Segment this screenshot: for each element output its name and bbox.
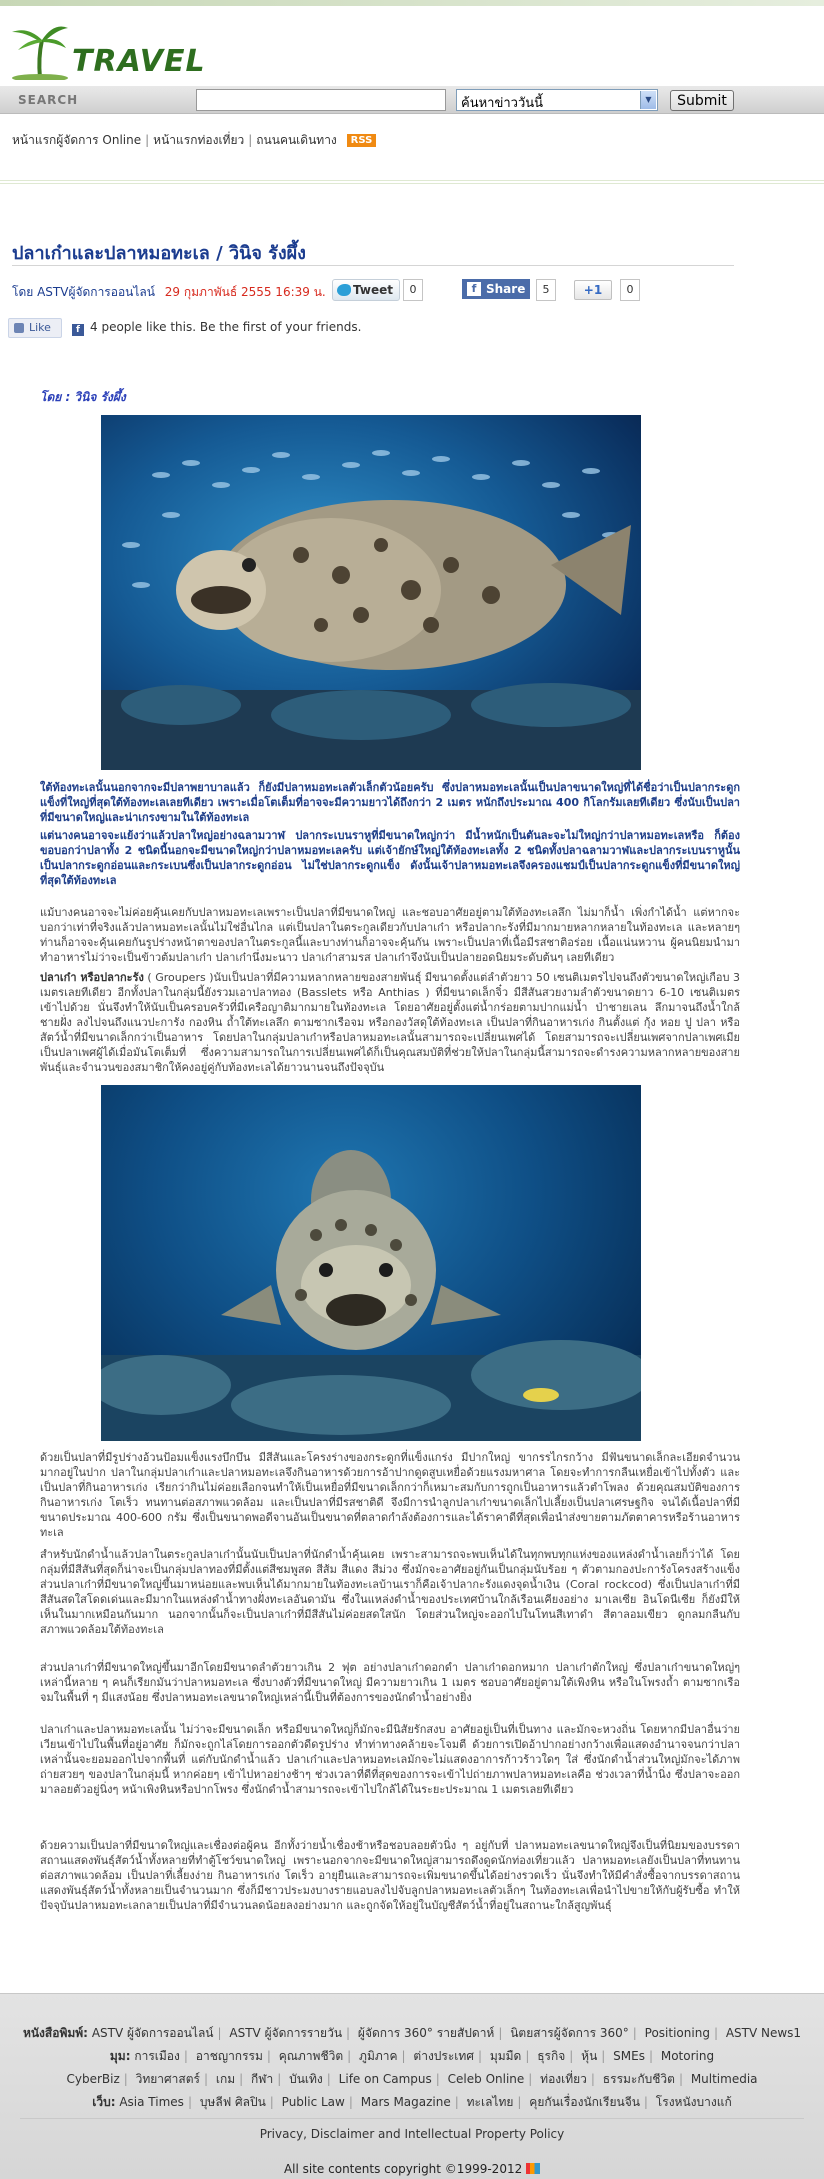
footer-link[interactable]: ธรรมะกับชีวิต [602, 2072, 675, 2086]
thumbs-up-icon [14, 323, 24, 333]
divider [0, 180, 824, 181]
footer-link[interactable]: เกม [215, 2072, 236, 2086]
footer-link[interactable]: ASTV ผู้จัดการรายวัน [229, 2026, 343, 2040]
share-count: 5 [536, 279, 556, 301]
byline-source: โดย ASTVผู้จัดการออนไลน์ [12, 285, 155, 299]
footer-link[interactable]: ทะเลไทย [466, 2095, 514, 2109]
footer-link[interactable]: มุมมืด [489, 2049, 522, 2063]
tweet-count: 0 [403, 279, 423, 301]
paragraph-3: แม้บางคนอาจจะไม่ค่อยคุ้นเคยกับปลาหมอทะเลเพราะเป็นปลาที่มีขนาดใหญ่ และชอบอาศัยอยู่ตามใต้ท้องทะเลลึก ไม่มาก็น้ำ เพิ่งกำได้น้ำ แต่หากจะบอกว่าเท่าที่จริงแล้วปลาหมอทะเลนั้นไม่ใช่อื่นไกล แต่เป็นปลาในตระกูลเดียวกับปลาเก๋า หรือปลากะรังที่มีมากมายหลากหลายในท้องทะเล และหลายๆ ท่านก็อาจจะคุ้นเคยกันรูปร่างหน้าตาของปลาในตระกูลนี้และบางท่านก็อาจจะคุ้นกัน เพราะเป็นปลาที่เนื้อมีรสชาติอร่อย เนื้อแน่นหวาน ผู้คนนิยมนำมาทำอาหารไม่ว่าจะเป็นข้าวต้มปลาเก๋า ปลาเก๋านึ่งมะนาว ปลาเก๋าสามรส ปลาเก๋าจึงนับเป็นปลายอดนิยมระดับต้นๆ เลยทีเดียว [40, 906, 740, 964]
gplus-count: 0 [620, 279, 640, 301]
rss-badge[interactable]: RSS [347, 134, 377, 147]
footer-link[interactable]: Life on Campus [338, 2072, 432, 2086]
footer-link[interactable]: CyberBiz [66, 2072, 120, 2086]
footer-link[interactable]: ASTV News1 [725, 2026, 802, 2040]
article-date: 29 กุมภาพันธ์ 2555 16:39 น. [164, 285, 326, 299]
footer-link[interactable]: Multimedia [690, 2072, 758, 2086]
footer-link[interactable]: ท่องเที่ยว [540, 2072, 587, 2086]
tweet-button[interactable] [332, 279, 400, 301]
paragraph-4-lead: ปลาเก๋า หรือปลากะรัง [40, 971, 144, 984]
stats-icon [526, 2163, 540, 2174]
facebook-icon: f [72, 324, 84, 336]
footer-label: เว็บ: [92, 2095, 116, 2109]
footer-link[interactable]: หุ้น [581, 2049, 598, 2063]
footer-link[interactable]: Positioning [644, 2026, 710, 2040]
chevron-down-icon[interactable]: ▼ [640, 91, 656, 109]
footer-link[interactable]: ภูมิภาค [359, 2049, 398, 2063]
footer-label: มุม: [109, 2049, 131, 2063]
footer-row-sections: มุม: การเมือง | อาชญากรรม | คุณภาพชีวิต | ภูมิภาค | ต่างประเทศ | มุมมืด | ธุรกิจ | หุ้น | SMEs | Motoring [109, 2049, 715, 2063]
facebook-social-text [72, 320, 361, 336]
search-bar [0, 86, 824, 114]
footer-link[interactable]: อาชญากรรม [195, 2049, 263, 2063]
paragraph-6: สำหรับนักดำน้ำแล้วปลาในตระกูลปลาเก๋านั้นนับเป็นปลาที่นักดำน้ำคุ้นเคย เพราะสามารถจะพบเห็นได้ในทุกพบทุกแห่งของแหล่งดำน้ำเลยก็ว่าได้ โดยกลุ่มที่มีสีสันที่สุดก็น่าจะเป็นกลุ่มปลาทองที่มีตั้งแต่สีชมพูสด สีส้ม สีแดง สีม่วง ซึ่งมักจะอาศัยอยู่กันเป็นกลุ่มนับร้อย ๆ ตัวตามกองปะการังโครงสร้างแข็ง ส่วนปลาเก๋าที่มีขนาดใหญ่ขึ้นมาหน่อยและพบเห็นได้มากมายในท้องทะเลบ้านเราก็คือเจ้าปลากะรังแดงจุดน้ำเงิน (Coral rockcod) ซึ่งเป็นปลาเก๋าที่มีสีสันสดใสโดดเด่นและมีมากในแหล่งดำน้ำทางฝั่งทะเลอันดามัน ซึ่งในแหล่งดำน้ำของประเทศบ้านใกล้เรือนเคียงอย่าง มาเลเซีย อินโดนีเซีย ก็ยังมีให้เห็นในมากเหมือนกันมาก นอกจากนั้นก็จะเป็นปลาเก๋าที่มีสีสันไม่ค่อยสดใสนัก โดยส่วนใหญ่จะออกไปในโทนสีเทาดำ สีตาลอมเขียว ดูกลมกลืนกับสภาพแวดล้อมใต้ท้องทะเล [40, 1548, 740, 1636]
footer-label: หนังสือพิมพ์: [22, 2026, 88, 2040]
search-scope-value: ค้นหาข่าววันนี้ [461, 96, 544, 111]
footer-link[interactable]: คุณภาพชีวิต [278, 2049, 344, 2063]
footer-row-sections-2: CyberBiz | วิทยาศาสตร์ | เกม | กีฬา | บันเทิง | Life on Campus | Celeb Online | ท่องเที่ยว | ธรรมะกับชีวิต | Multimedia [66, 2072, 758, 2086]
paragraph-2: แต่นางคนอาจจะแย้งว่าแล้วปลาใหญ่อย่างฉลามวาฬ ปลากระเบนราหูที่มีขนาดใหญ่กว่า มีน้ำหนักเป็นตันละจะไม่ใหญ่กว่าปลาหมอทะเลหรือ ก็ต้องขอบอกว่าปลาทั้ง 2 ชนิดนี้นอกจะมีขนาดใหญ่กว่าปลาหมอทะเลครับ แต่เจ้ายักษ์ใหญ่ใต้ท้องทะเลทั้ง 2 ชนิดทั้งปลาฉลามวาฬและปลากระเบนราหูนั้นเป็นปลากระดูกอ่อนและกระเบนซึ่งเป็นปลากระดูกอ่อน ไม่ใช่ปลากระดูกแข็ง ดังนั้นเจ้าปลาหมอทะเลจึงครองแชมป์เป็นปลากระดูกแข็งที่มีขนาดใหญ่ที่สุดใต้ท้องทะเล [40, 829, 740, 887]
footer-link[interactable]: Mars Magazine [360, 2095, 451, 2109]
facebook-share-button[interactable] [462, 279, 530, 299]
footer-row-webs: เว็บ: Asia Times | บุษลีฟ ศิลปิน | Public Law | Mars Magazine | ทะเลไทย | คุยกันเรื่องนักเรียนจีน | โรงหนังบางแก้ [92, 2095, 732, 2109]
footer-link[interactable]: Motoring [660, 2049, 715, 2063]
article-byline [12, 283, 326, 302]
like-count-text: 4 people like this. Be the first of your friends. [90, 320, 362, 334]
like-label: Like [29, 321, 51, 334]
footer-link[interactable]: ต่างประเทศ [413, 2049, 474, 2063]
divider [12, 265, 734, 266]
article-photo-grouper-1 [101, 415, 641, 770]
footer-link[interactable]: การเมือง [134, 2049, 180, 2063]
search-input[interactable] [196, 89, 446, 111]
privacy-link[interactable]: Privacy, Disclaimer and Intellectual Property Policy [259, 2127, 565, 2141]
grouper-photo-illustration [101, 415, 641, 770]
breadcrumb-home[interactable]: หน้าแรกผู้จัดการ Online [12, 133, 142, 147]
twitter-bird-icon [337, 284, 351, 296]
paragraph-9: ด้วยความเป็นปลาที่มีขนาดใหญ่และเชื่องต่อผู้คน อีกทั้งว่ายน้ำเชื่องช้าหรือชอบลอยตัวนิ่ง ๆ อยู่กับที่ ปลาหมอทะเลขนาดใหญ่จึงเป็นที่นิยมของบรรดาสถานแสดงพันธุ์สัตว์น้ำทั้งหลายที่ทำตู้โชว์ขนาดใหญ่ เพราะนอกจากจะมีขนาดใหญ่สามารถดึงดูดนักท่องเที่ยวแล้ว ปลาหมอทะเลยังเป็นปลาที่ทนทานต่อสภาพแวดล้อม เป็นปลาที่เลี้ยงง่าย กินอาหารเก่ง โตเร็ว อายุยืนและสามารถจะเพิ่มขนาดขึ้นได้อย่างรวดเร็ว นั่นจึงทำให้มีคำสั่งซื้อจากบรรดาสถานแสดงพันธุ์สัตว์น้ำทั้งหลายเป็นจำนวนมาก ซึ่งก็มีชาวประมงบางรายแอบลงไปจับลูกปลาหมอทะเลตัวเล็กๆ ในท้องทะเลเพื่อนำไปขายให้กับผู้รับซื้อ ทำให้ปัจจุบันปลาหมอทะเลกลายเป็นปลาที่มีจำนวนลดน้อยลงอย่างมาก และถูกจัดให้อยู่ในบัญชีสัตว์น้ำที่อยู่ในสถานะใกล้สูญพันธุ์ [40, 1839, 740, 1912]
footer-link[interactable]: บันเทิง [289, 2072, 323, 2086]
footer-link[interactable]: กีฬา [251, 2072, 274, 2086]
footer-link[interactable]: นิตยสารผู้จัดการ 360° [510, 2026, 629, 2040]
footer-link[interactable]: โรงหนังบางแก้ [655, 2095, 732, 2109]
paragraph-1: ใต้ท้องทะเลนั้นนอกจากจะมีปลาพยาบาลแล้ว ก็ยังมีปลาหมอทะเลตัวเล็กตัวน้อยครับ ซึ่งปลาหมอทะเลนั้นเป็นปลาขนาดใหญ่ที่ได้ชื่อว่าเป็นปลากระดูกแข็งที่ใหญ่ที่สุดใต้ท้องทะเลเลยทีเดียว เพราะเมื่อโตเต็มที่อาจจะมีความยาวได้ถึงกว่า 2 เมตร หนักถึงประมาณ 400 กิโลกรัมเลยทีเดียว ซึ่งนับเป็นปลาที่มีขนาดใหญ่และน่าเกรงขามในใต้ท้องทะเล [40, 781, 740, 824]
copyright-text: All site contents copyright ©1999-2012 [283, 2162, 523, 2176]
breadcrumb-travel[interactable]: หน้าแรกท่องเที่ยว [153, 133, 245, 147]
paragraph-4 [40, 970, 740, 1075]
breadcrumb-section[interactable]: ถนนคนเดินทาง [256, 133, 337, 147]
copyright [0, 2162, 824, 2176]
footer-link[interactable]: Celeb Online [447, 2072, 525, 2086]
breadcrumb: หน้าแรกผู้จัดการ Online | หน้าแรกท่องเที่ยว | ถนนคนเดินทาง RSS [12, 131, 376, 150]
grouper-photo-illustration [101, 1085, 641, 1441]
divider [20, 2118, 804, 2119]
footer-link[interactable]: บุษลีฟ ศิลปิน [199, 2095, 266, 2109]
footer-link[interactable]: SMEs [613, 2049, 645, 2063]
footer-link[interactable]: Asia Times [119, 2095, 184, 2109]
tweet-label: Tweet [353, 283, 393, 297]
search-label: SEARCH [18, 93, 79, 107]
article-photo-grouper-2 [101, 1085, 641, 1441]
footer-link[interactable]: Public Law [281, 2095, 345, 2109]
divider [0, 183, 824, 184]
footer-link[interactable]: คุยกันเรื่องนักเรียนจีน [529, 2095, 640, 2109]
footer-link[interactable]: ผู้จัดการ 360° รายสัปดาห์ [357, 2026, 495, 2040]
article-title: ปลาเก๋าและปลาหมอทะเล / วินิจ รังผึ้ง [12, 243, 306, 264]
logo-text: TRAVEL [72, 44, 206, 79]
paragraph-8: ปลาเก๋าและปลาหมอทะเลนั้น ไม่ว่าจะมีขนาดเล็ก หรือมีขนาดใหญ่ก็มักจะมีนิสัยรักสงบ อาศัยอยู่เป็นที่เป็นทาง และมักจะหวงถิ่น โดยหากมีปลาอื่นว่ายเวียนเข้าไปในพื้นที่อยู่อาศัย ก็มักจะถูกไล่โดยการออกตัวดีดรูปร่าง ทำท่าทางคล้ายจะโจมตี ด้วยการเปิดอ้าปากอย่างกว้างเพื่อแสดงอำนาจจนกว่าปลาเหล่านั้นจะยอมออกไปจากพื้นที่ แต่กับนักดำน้ำแล้ว ปลาเก๋าและปลาหมอทะเลมักจะไม่แสดงอาการก้าวร้าวใดๆ ใส่ ซึ่งนักดำน้ำส่วนใหญ่มักจะได้ภาพถ่ายสวยๆ ของปลาในกลุ่มนี้ หากค่อยๆ เข้าไปหาอย่างช้าๆ ช่วงเวลาที่ดีที่สุดของการจะเข้าไปถ่ายภาพปลาหมอทะเลคือ ช่วงเวลาที่น้ำนิ่ง ซึ่งปลาจะออกมาลอยตัวอยู่นิ่งๆ หน้าเพิงหินหรือปากโพรง ซึ่งนักดำน้ำสามารถจะเข้าไปใกล้ได้ในระยะประมาณ 1 เมตรเลยทีเดียว [40, 1723, 740, 1796]
paragraph-5: ด้วยเป็นปลาที่มีรูปร่างอ้วนป้อมแข็งแรงบึกบึน มีสีสันและโครงร่างของกระดูกที่แข็งแกร่ง มีปากใหญ่ ขากรรไกรกว้าง มีฟันขนาดเล็กละเอียดจำนวนมากอยู่ในปาก ปลาในกลุ่มปลาเก๋าและปลาหมอทะเลจึงกินอาหารด้วยการอ้าปากดูดสูบเหยื่อด้วยแรงมหาศาล โดยจะทำการกลืนเหยื่อเข้าไปทั้งตัว และเป็นปลาที่กินอาหารเก่ง เรียกว่ากินไม่ค่อยเลือกจนทำให้เป็นเหยื่อที่มีขนาดเล็กกว่าก็เหมาะสมกับการถูกเป็นอาหารแล้วตำโพลง ด้วยคุณสมบัติของการกินอาหารเก่ง โตเร็ว ทนทานต่อสภาพแวดล้อม และเป็นปลาที่มีรสชาติดี จึงมีการนำลูกปลาเก๋าขนาดเล็กไปเลี้ยงเป็นปลาเศรษฐกิจ จนได้เนื้อปลาที่มีขนาดประมาณ 400-600 กรัม ซึ่งเป็นขนาดพอดีจานอันเป็นขนาดที่ตลาดกำลังต้องการและได้ราคาดีที่สุดเพื่อนำส่งขายตามภัตตาคารหรือร้านอาหารทะเล [40, 1451, 740, 1539]
footer-link[interactable]: วิทยาศาสตร์ [135, 2072, 200, 2086]
palm-tree-icon [10, 18, 70, 80]
share-label: Share [486, 282, 526, 296]
article-author: โดย : วินิจ รังผึ้ง [40, 390, 126, 404]
search-scope-select[interactable] [456, 89, 658, 111]
google-plus-button[interactable]: +1 [574, 280, 612, 300]
paragraph-7: ส่วนปลาเก๋าที่มีขนาดใหญ่ขึ้นมาอีกโดยมีขนาดลำตัวยาวเกิน 2 ฟุต อย่างปลาเก๋าดอกดำ ปลาเก๋าดอกหมาก ปลาเก๋าตักใหญ่ ซึ่งปลาเก๋าขนาดใหญ่ๆ เหล่านี้หลาย ๆ คนก็เรียกมันว่าปลาหมอทะเล ซึ่งบางตัวที่มีขนาดใหญ่ มีความยาวเกิน 1 เมตร ชอบอาศัยอยู่ตามใต้เพิงหิน หรือในโพรงถ้ำ ตามซากเรือจมในพื้นที่ ๆ มีแสงน้อย ซึ่งปลาหมอทะเลขนาดใหญ่เหล่านี้เป็นที่ต้องการของนักดำน้ำอย่างยิ่ง [40, 1661, 740, 1704]
footer-link[interactable]: ASTV ผู้จัดการออนไลน์ [91, 2026, 214, 2040]
facebook-icon: f [467, 282, 481, 296]
facebook-like-button[interactable] [8, 318, 62, 338]
footer-row-newspapers: หนังสือพิมพ์: ASTV ผู้จัดการออนไลน์ | ASTV ผู้จัดการรายวัน | ผู้จัดการ 360° รายสัปดาห์ | นิตยสารผู้จัดการ 360° | Positioning | ASTV News1 [22, 2026, 802, 2040]
footer-link[interactable]: ธุรกิจ [537, 2049, 566, 2063]
site-logo[interactable] [10, 22, 206, 82]
submit-button[interactable]: Submit [670, 90, 734, 111]
footer [0, 1993, 824, 2179]
paragraph-4-body: ( Groupers )นับเป็นปลาที่มีความหลากหลายของสายพันธุ์ มีขนาดตั้งแต่ลำตัวยาว 50 เซนติเมตรไปจนถึงตัวขนาดใหญ่เกือบ 3 เมตรเลยทีเดียว อีกทั้งปลาในกลุ่มนี้ยังรวมเอาปลาทอง (Basslets หรือ Anthias ) ที่มีขนาดเล็กจิ๋ว มีสีสันสวยงามลำตัวขนาดยาว 6-10 เซนติเมตรเข้าไปด้วย นั่นจึงทำให้นับเป็นครอบครัวที่มีเครือญาติมากมายในท้องทะเล โดยอาศัยอยู่ตั้งแต่น้ำกร่อยตามปากแม่น้ำ ป่าชายเลน ลึกมาจนถึงน้ำใกล้ชายฝั่ง ลงไปจนถึงแนวปะการัง กองหิน ถ้ำใต้ทะเลลึก ตามซากเรือจม หรือกองวัสดุใต้ท้องทะเล เป็นปลาที่กินอาหารเก่ง กินตั้งแต่ กุ้ง หอย ปู ปลา หรือสัตว์น้ำที่มีขนาดเล็กกว่าเป็นอาหาร โดยปลาในกลุ่มปลาเก๋าหรือปลาหมอทะเลนั้นสามารถจะเปลี่ยนเพศได้ โดยสามารถจะเปลี่ยนเพศจากปลาเพศเมียเป็นปลาเพศผู้ได้เมื่อมันโตเต็มที่ ซึ่งความสามารถในการเปลี่ยนเพศได้ก็เป็นคุณสมบัติที่ช่วยให้ปลาในกลุ่มนี้สามารถจะดำรงความหลากหลายของสายพันธุ์และจำนวนของสมาชิกให้คงอยู่คู่กับท้องทะเลได้ยาวนานจนถึงปัจจุบัน [40, 971, 741, 1074]
header [0, 6, 824, 86]
